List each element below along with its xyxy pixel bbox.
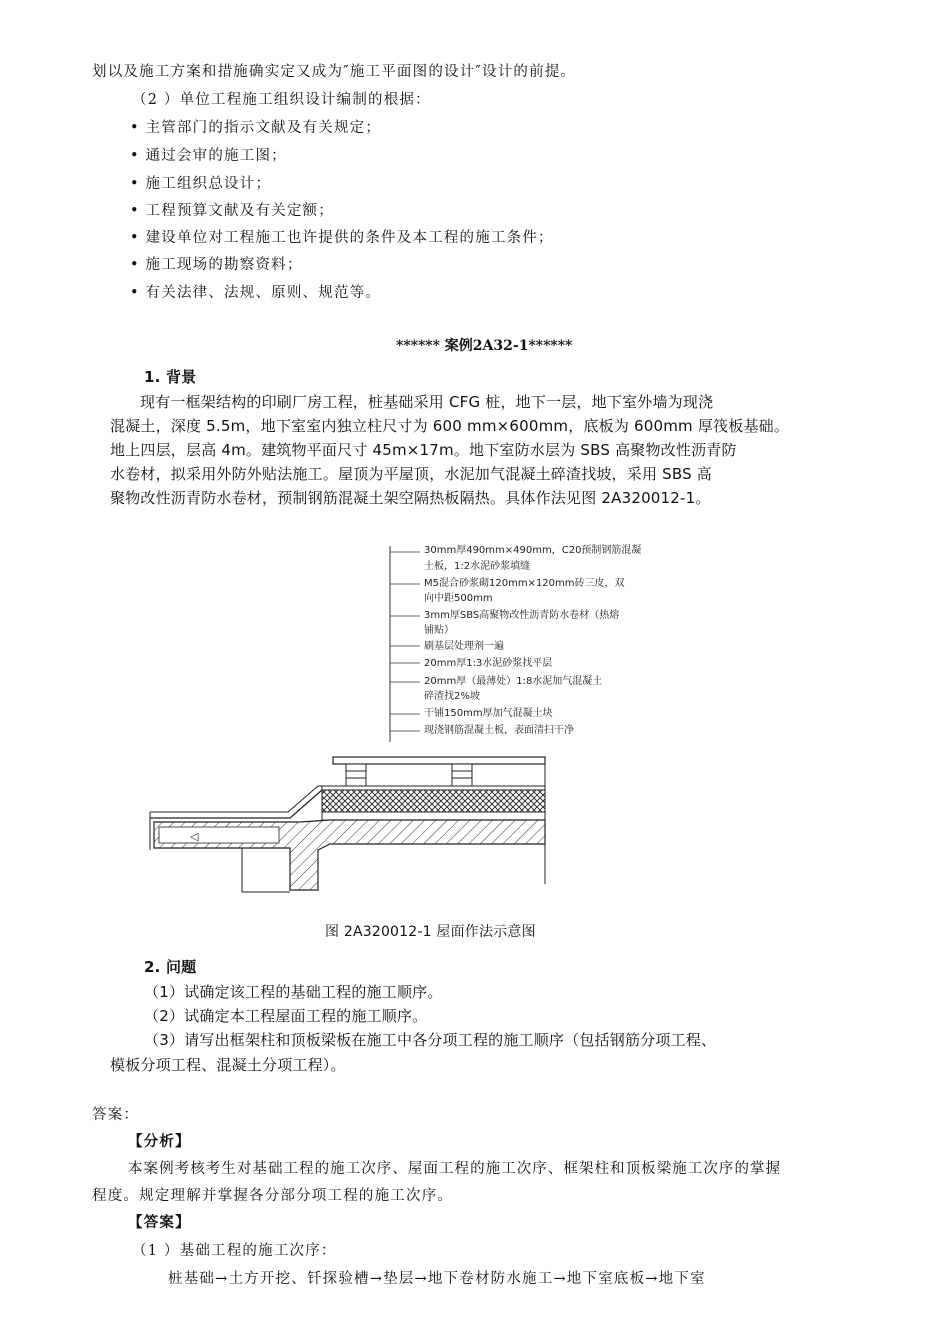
intro-line: 划以及施工方案和措施确实定又成为″施工平面图的设计″设计的前提。 — [92, 64, 577, 80]
aerated-concrete-layer — [322, 790, 545, 812]
question-item: 模板分项工程、混凝土分项工程）。 — [110, 1056, 346, 1074]
question-item: （1）试确定该工程的基础工程的施工顺序。 — [144, 983, 443, 1001]
analysis-line: 程度。规定理解并掌握各分部分项工程的施工次序。 — [92, 1188, 454, 1204]
figure-label: 土板，1:2水泥砂浆填缝 — [424, 561, 531, 572]
figure-label: 现浇钢筋混凝土板，表面清扫干净 — [424, 725, 574, 736]
answer-label: 答案： — [92, 1107, 140, 1123]
figure-label: 20mm厚（最薄处）1:8水泥加气混凝土 — [424, 676, 603, 687]
membrane-layer — [322, 786, 545, 790]
svg-text:◁: ◁ — [190, 830, 199, 843]
analysis-heading: 【分析】 — [128, 1133, 191, 1150]
bullet-item: • 工程预算文献及有关定额； — [130, 203, 334, 219]
figure-label: 30mm厚490mm×490mm，C20预制钢筋混凝 — [424, 545, 642, 556]
brick-pier — [346, 764, 366, 786]
bullet-item: • 通过会审的施工图； — [130, 148, 287, 164]
figure-label: M5混合砂浆砌120mm×120mm砖三皮，双 — [424, 578, 625, 589]
section-heading: （2 ）单位工程施工组织设计编制的根据： — [132, 92, 431, 108]
figure-label: 刷基层处理剂一遍 — [424, 641, 504, 652]
bullet-item: • 有关法律、法规、原则、规范等。 — [130, 285, 382, 301]
question-item: （3）请写出框架柱和顶板梁板在施工中各分项工程的施工顺序（包括钢筋分项工程、 — [144, 1031, 717, 1049]
background-line: 现有一框架结构的印刷厂房工程，桩基础采用 CFG 桩，地下一层，地下室外墙为现浇 — [140, 393, 714, 411]
brick-pier — [452, 764, 472, 786]
figure-caption: 图 2A320012-1 屋面作法示意图 — [325, 924, 536, 940]
answer-item-text: 桩基础→土方开挖、钎探验槽→垫层→地下卷材防水施工→地下室底板→地下室 — [168, 1271, 706, 1287]
background-heading: 1. 背景 — [144, 368, 197, 386]
figure-label: 干铺150mm厚加气混凝土块 — [424, 708, 553, 719]
questions-heading: 2. 问题 — [144, 958, 197, 976]
background-line: 水卷材，拟采用外防外贴法施工。屋顶为平屋顶，水泥加气混凝土碎渣找坡，采用 SBS 高 — [110, 465, 713, 483]
bullet-item: • 主管部门的指示文献及有关规定； — [130, 120, 382, 136]
background-line: 混凝土，深度 5.5m，地下室室内独立柱尺寸为 600 mm×600mm，底板为 600mm 厚筏板基础。 — [110, 417, 790, 435]
answer-item-heading: （1 ）基础工程的施工次序： — [132, 1243, 337, 1259]
background-line: 地上四层，层高 4m。建筑物平面尺寸 45m×17m。地下室防水层为 SBS 高聚物改性沥青防 — [110, 441, 737, 459]
answer-heading: 【答案】 — [128, 1214, 191, 1231]
bullet-item: • 建设单位对工程施工也许提供的条件及本工程的施工条件； — [130, 230, 554, 246]
figure-label: 20mm厚1:3水泥砂浆找平层 — [424, 658, 553, 669]
analysis-line: 本案例考核考生对基础工程的施工次序、屋面工程的施工次序、框架柱和顶板梁施工次序的掌握 — [128, 1161, 782, 1177]
case-title: ****** 案例2A32-1****** — [396, 338, 573, 354]
figure-label: 铺贴） — [424, 625, 454, 636]
figure-label: 3mm厚SBS高聚物改性沥青防水卷材（热熔 — [424, 610, 620, 621]
bullet-item: • 施工现场的勘察资料； — [130, 257, 303, 273]
question-item: （2）试确定本工程屋面工程的施工顺序。 — [144, 1007, 428, 1025]
precast-slab — [333, 757, 545, 764]
bullet-item: • 施工组织总设计； — [130, 176, 272, 192]
figure-label: 向中距500mm — [424, 593, 493, 604]
figure-label: 碎渣找2%坡 — [424, 691, 480, 702]
background-line: 聚物改性沥青防水卷材，预制钢筋混凝土架空隔热板隔热。具体作法见图 2A320012-1。 — [110, 489, 711, 507]
screed-layer — [322, 812, 545, 820]
